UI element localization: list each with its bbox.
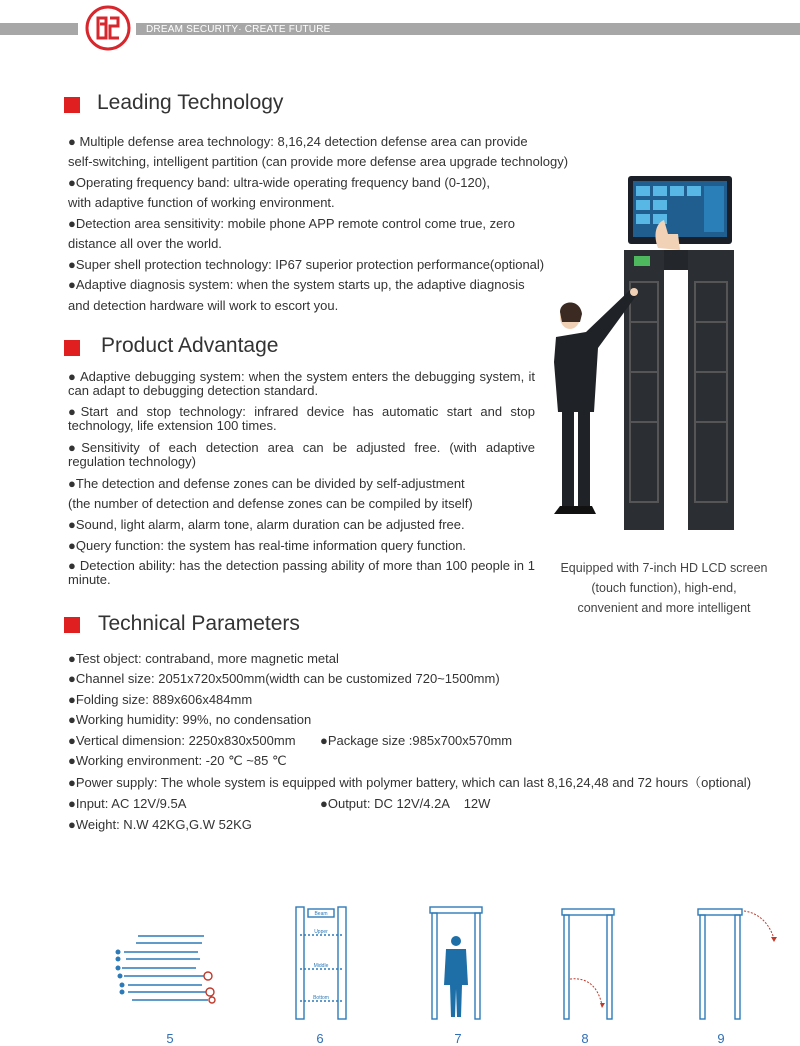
leading-line-9: and detection hardware will work to escort you. [68,298,339,313]
diagram-label-upper: Upper [314,929,328,935]
leading-line-8: ●Adaptive diagnosis system: when the system starts up, the adaptive diagnosis [68,277,525,292]
section-title-advantage: Product Advantage [101,334,279,357]
advantage-item-6: ●Query function: the system has real-time information query function. [68,538,467,553]
param-power-supply: ●Power supply: The whole system is equipped with polymer battery, which can last 8,16,24,48 and 72 hours（optional) [68,775,752,790]
header-bar-left [0,23,78,35]
leading-line-4: with adaptive function of working environment. [68,195,335,210]
advantage-item-5: ●Sound, light alarm, alarm tone, alarm duration can be adjusted free. [68,517,465,532]
param-folding-size: ●Folding size: 889x606x484mm [68,692,253,707]
section-marker-advantage [64,340,80,356]
advantage-item-2: ●Start and stop technology: infrared device has automatic start and stop technology, life extension 100 times. [68,404,535,433]
diagram-label-bottom: Bottom [313,995,329,1001]
param-environment: ●Working environment: -20 ℃ ~85 ℃ [68,753,287,768]
step-7-person-diagram [426,905,486,1023]
leading-line-6: distance all over the world. [68,236,222,251]
param-channel-size: ●Channel size: 2051x720x500mm(width can be customized 720~1500mm) [68,671,500,686]
caption-line-2: (touch function), high-end, [591,581,737,595]
step-8-fold-diagram [558,905,618,1023]
diagram-label-middle: Middle [313,963,329,969]
param-input: ●Input: AC 12V/9.5A [68,796,187,811]
section-marker-params [64,617,80,633]
section-title-leading: Leading Technology [97,91,284,114]
header-slogan: DREAM SECURITY· CREATE FUTURE [146,24,331,35]
param-package-size: ●Package size :985x700x570mm [320,733,513,748]
image-caption [544,558,784,618]
leading-line-7: ●Super shell protection technology: IP67 superior protection performance(optional) [68,257,545,272]
step-6-frame-diagram [286,905,356,1023]
advantage-item-4: ●The detection and defense zones can be divided by self-adjustment [68,476,465,491]
leading-line-1: ● Multiple defense area technology: 8,16,24 detection defense area can provide [68,134,528,149]
step-number-5: 5 [166,1031,174,1046]
step-number-8: 8 [581,1031,589,1046]
step-number-7: 7 [454,1031,462,1046]
walkthrough-gate [624,250,734,530]
product-illustration [540,172,790,542]
param-test-object: ●Test object: contraband, more magnetic metal [68,651,339,666]
advantage-item-3: ●Sensitivity of each detection area can be adjusted free. (with adaptive regulation technology) [68,440,535,469]
param-weight: ●Weight: N.W 42KG,G.W 52KG [68,817,252,832]
section-title-params: Technical Parameters [98,612,300,635]
lcd-screen-image [628,176,732,250]
leading-line-3: ●Operating frequency band: ultra-wide operating frequency band (0-120), [68,175,490,190]
step-number-6: 6 [316,1031,324,1046]
step-9-fold-diagram [694,905,784,1023]
section-marker-leading [64,97,80,113]
caption-line-1: Equipped with 7-inch HD LCD screen [560,561,768,575]
advantage-item-1: ● Adaptive debugging system: when the system enters the debugging system, it can adapt to debugging detection standard. [68,369,535,398]
param-output: ●Output: DC 12V/4.2A 12W [320,796,491,811]
brand-logo-icon [84,4,132,52]
param-humidity: ●Working humidity: 99%, no condensation [68,712,312,727]
caption-line-3: convenient and more intelligent [577,601,751,615]
diagram-label-beam: Beam [314,911,328,917]
step-5-parts-diagram [108,930,218,1010]
advantage-item-7: ● Detection ability: has the detection passing ability of more than 100 people in 1 minute. [68,558,535,587]
advantage-item-4-cont: (the number of detection and defense zones can be compiled by itself) [68,496,473,511]
step-number-9: 9 [717,1031,725,1046]
leading-line-5: ●Detection area sensitivity: mobile phone APP remote control come true, zero [68,216,515,231]
leading-line-2: self-switching, intelligent partition (can provide more defense area upgrade technology) [68,154,569,169]
param-vertical-dimension: ●Vertical dimension: 2250x830x500mm [68,733,296,748]
